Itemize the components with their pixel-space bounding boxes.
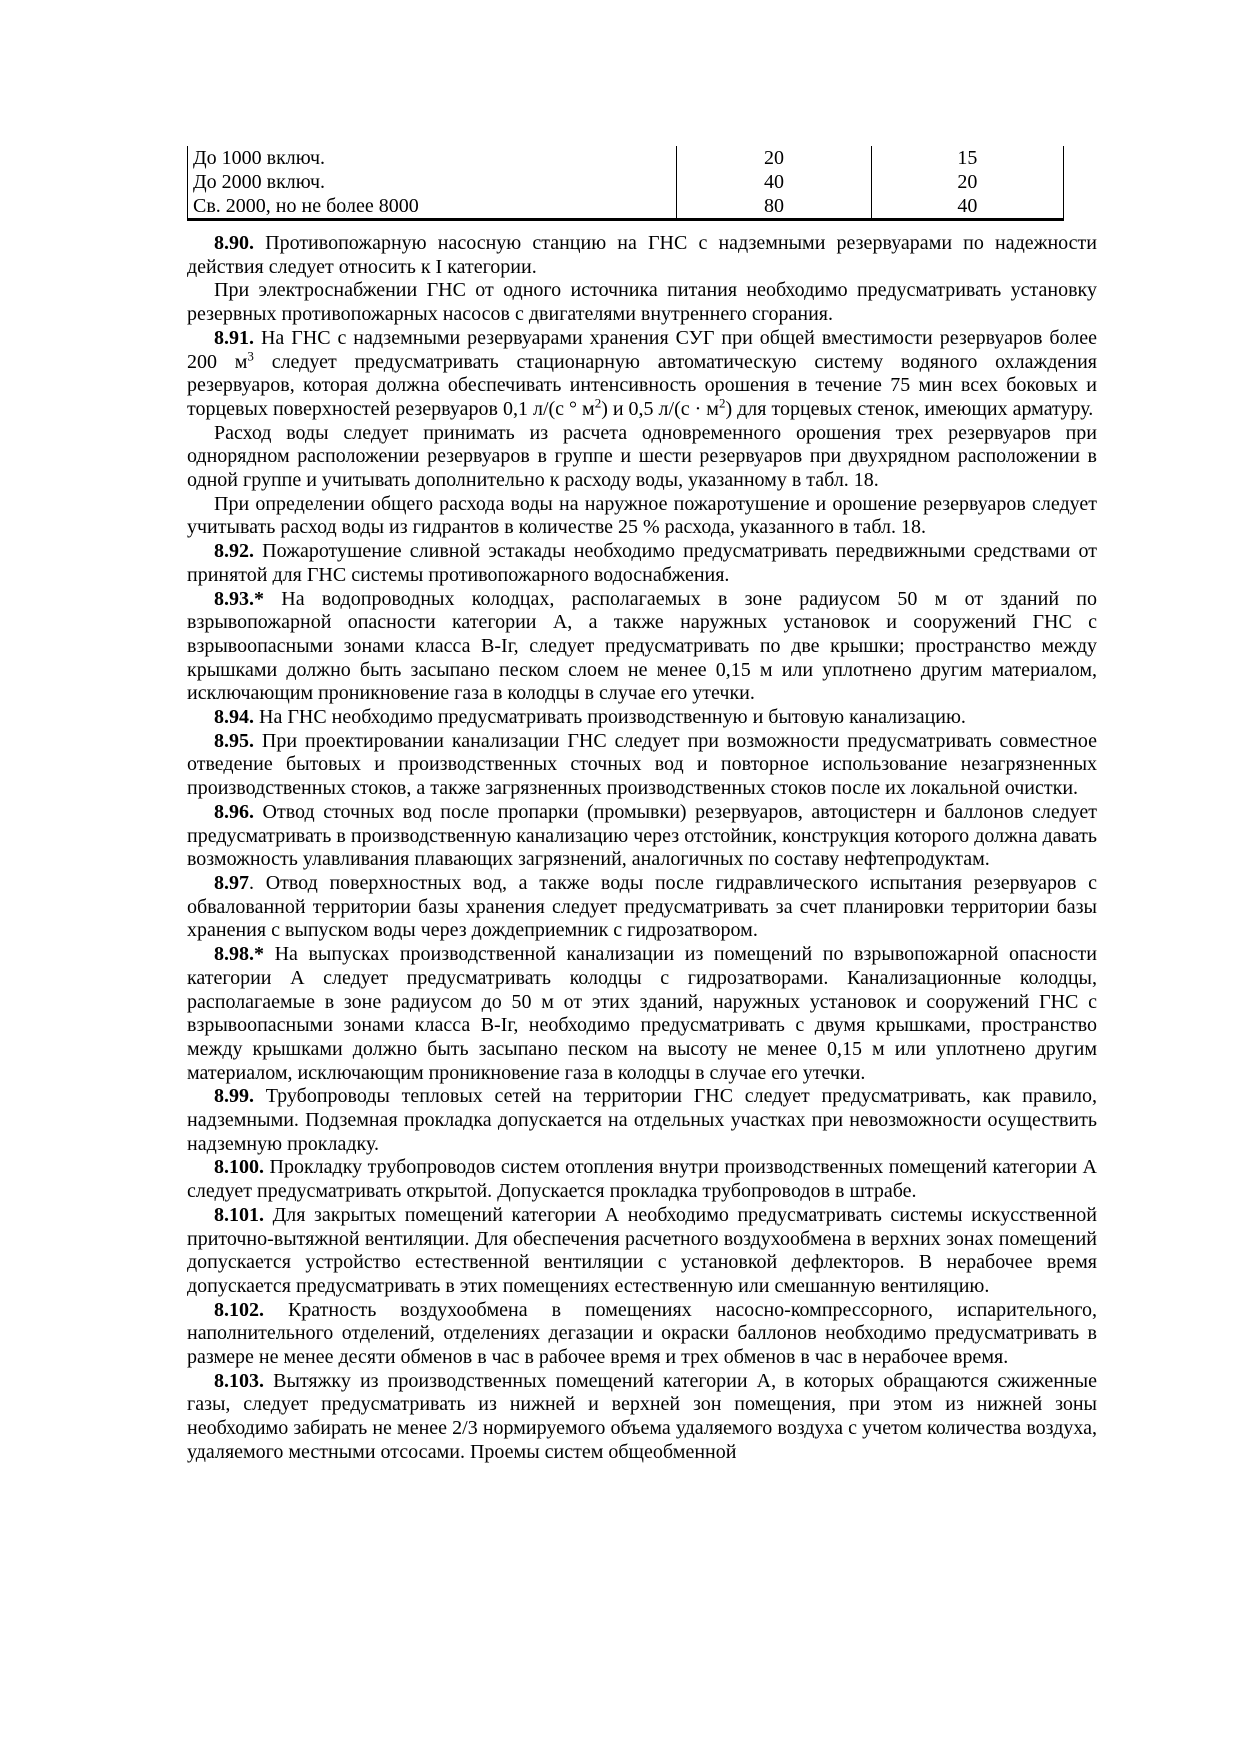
clause-number: 8.101. [214, 1203, 264, 1226]
document-paragraph: 8.102. Кратность воздухообмена в помещениях насосно-компрессорного, испарительного, наполнительного отделений, отделениях дегазации и окраски баллонов необходимо предусматривать в размере не менее десяти обменов в час в рабочее время и трех обменов в час в нерабочее время. [187, 1298, 1097, 1369]
document-paragraph: 8.100. Прокладку трубопроводов систем отопления внутри производственных помещений категории А следует предусматривать открытой. Допускается прокладка трубопроводов в штрабе. [187, 1156, 1097, 1203]
document-paragraph: 8.101. Для закрытых помещений категории А необходимо предусматривать системы искусственной приточно-вытяжной вентиляции. Для обеспечения расчетного воздухообмена в верхних зонах помещений допускается устройство естественной вентиляции с установкой дефлекторов. В нерабочее время допускается предусматривать в этих помещениях естественную или смешанную вентиляцию. [187, 1203, 1097, 1297]
superscript: 2 [594, 395, 602, 411]
clause-number: 8.100. [214, 1156, 264, 1179]
clause-number: 8.102. [214, 1298, 264, 1321]
document-body-text [187, 232, 1097, 1465]
clause-number: 8.103. [214, 1369, 264, 1392]
cell-value-col3: 40 [871, 194, 1063, 220]
clause-number: 8.96. [214, 800, 254, 823]
superscript: 3 [247, 347, 254, 363]
clause-number: 8.97 [214, 871, 249, 894]
cell-value-col2: 80 [677, 194, 871, 220]
document-paragraph: 8.92. Пожаротушение сливной эстакады необходимо предусматривать передвижными средствами от принятой для ГНС системы противопожарного водоснабжения. [187, 540, 1097, 586]
document-paragraph: 8.97. Отвод поверхностных вод, а также воды после гидравлического испытания резервуаров с обвалованной территории базы хранения следует предусматривать за счет планировки территории базы хранения с выпуском воды через дождеприемник с гидрозатвором. [187, 871, 1097, 942]
document-paragraph: При электроснабжении ГНС от одного источника питания необходимо предусматривать установку резервных противопожарных насосов с двигателями внутреннего сгорания. [187, 279, 1097, 326]
clause-number: 8.98.* [214, 943, 264, 966]
cell-range: До 2000 включ. [193, 171, 326, 193]
document-paragraph: 8.96. Отвод сточных вод после пропарки (промывки) резервуаров, автоцистерн и баллонов следует предусматривать в производственную канализацию через отстойник, конструкция которого должна давать возможность улавливания плавающих загрязнений, аналогичных по составу нефтепродуктам. [187, 800, 1097, 871]
clause-number: 8.94. [214, 706, 254, 729]
clause-number: 8.95. [214, 729, 254, 752]
table-row [188, 170, 1064, 194]
cell-value-col3: 20 [871, 170, 1063, 194]
table-body [188, 146, 1064, 220]
document-paragraph: 8.99. Трубопроводы тепловых сетей на территории ГНС следует предусматривать, как правило, надземными. Подземная прокладка допускается на отдельных участках при невозможности осуществить надземную прокладку. [187, 1085, 1097, 1155]
clause-number: 8.99. [214, 1085, 254, 1108]
water-flow-table [187, 146, 1064, 221]
document-paragraph: 8.98.* На выпусках производственной канализации из помещений по взрывопожарной опасности категории А следует предусматривать колодцы с гидрозатворами. Канализационные колодцы, располагаемые в зоне радиусом до 50 м от этих зданий, наружных установок и сооружений ГНС с взрывоопасными зонами класса В-Iг, необходимо предусматривать с двумя крышками, пространство между крышками должно быть засыпано песком на высоту не менее 0,15 м или уплотнено другим материалом, исключающим проникновение газа в колодцы в случае его утечки. [187, 943, 1097, 1084]
document-paragraph: 8.90. Противопожарную насосную станцию на ГНС с надземными резервуарами по надежности действия следует относить к I категории. [187, 232, 1097, 278]
clause-number: 8.92. [214, 540, 254, 563]
superscript: 2 [718, 395, 726, 411]
cell-range: До 1000 включ. [193, 147, 326, 169]
document-paragraph: При определении общего расхода воды на наружное пожаротушение и орошение резервуаров следует учитывать расход воды из гидрантов в количестве 25 % расхода, указанного в табл. 18. [187, 492, 1097, 539]
cell-value-col2: 40 [677, 170, 871, 194]
clause-number: 8.90. [214, 232, 254, 254]
table-row [188, 146, 1064, 170]
cell-range: Св. 2000, но не более 8000 [193, 195, 419, 217]
document-paragraph: 8.94. На ГНС необходимо предусматривать производственную и бытовую канализацию. [214, 706, 966, 729]
cell-value-col3: 15 [871, 146, 1063, 170]
document-paragraph: 8.95. При проектировании канализации ГНС следует при возможности предусматривать совместное отведение бытовых и производственных сточных вод и повторное использование незагрязненных производственных стоков, а также загрязненных производственных стоков после их локальной очистки. [187, 729, 1097, 800]
document-paragraph: 8.93.* На водопроводных колодцах, располагаемых в зоне радиусом 50 м от зданий по взрывопожарной опасности категории А, а также наружных установок и сооружений ГНС с взрывоопасными зонами класса В-Iг, следует предусматривать по две крышки; пространство между крышками должно быть засыпано песком слоем не менее 0,15 м или уплотнено другим материалом, исключающим проникновение газа в колодцы в случае его утечки. [187, 587, 1097, 705]
document-paragraph: Расход воды следует принимать из расчета одновременного орошения трех резервуаров при однорядном расположении резервуаров в группе и шести резервуаров при двухрядном расположении в одной группе и учитывать дополнительно к расходу воды, указанному в табл. 18. [187, 421, 1097, 492]
table-row [188, 194, 1064, 220]
document-paragraph: 8.103. Вытяжку из производственных помещений категории А, в которых обращаются сжиженные газы, следует предусматривать из нижней и верхней зон помещения, при этом из нижней зоны необходимо забирать не менее 2/3 нормируемого объема удаляемого воздуха с учетом количества воздуха, удаляемого местными отсосами. Проемы систем общеобменной [187, 1369, 1097, 1463]
clause-number: 8.91. [214, 326, 254, 349]
document-paragraph: 8.91. На ГНС с надземными резервуарами хранения СУГ при общей вместимости резервуаров более 200 $м^3$ следует предусматривать стационарную автоматическую систему водяного охлаждения резервуаров, которая должна обеспечивать интенсивность орошения в течение 75 мин всех боковых и торцевых поверхностей резервуаров 0,1 л/(с ° $м^2$) и 0,5 $л/(с \cdot м^2)$ для торцевых стенок, имеющих арматуру. [187, 326, 1097, 420]
clause-number: 8.93.* [214, 587, 264, 610]
cell-value-col2: 20 [677, 146, 871, 170]
